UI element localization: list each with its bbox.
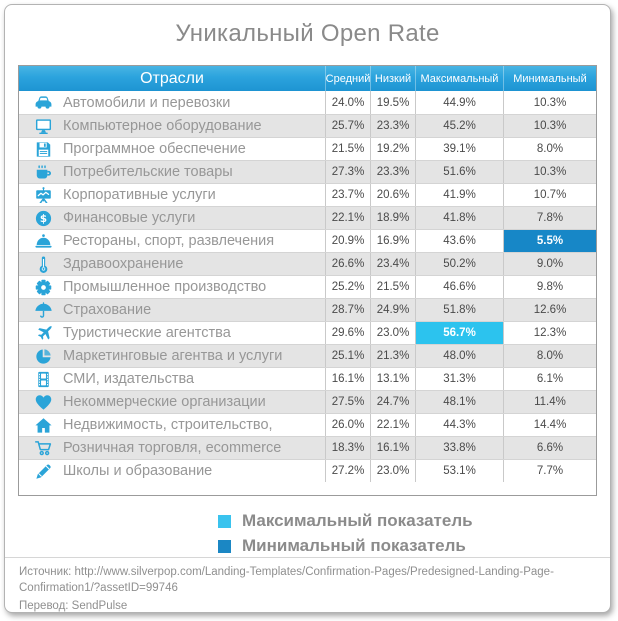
min-cell: 8.0%: [503, 138, 596, 160]
table-row: [19, 298, 596, 321]
low-cell: 19.2%: [370, 138, 415, 160]
monitor-icon: [23, 117, 63, 136]
low-cell: 23.3%: [370, 115, 415, 137]
max-cell: 31.3%: [415, 368, 503, 390]
average-cell: 27.2%: [325, 460, 370, 482]
min-cell: 7.7%: [503, 460, 596, 482]
table-row: [19, 344, 596, 367]
coffee-cup-icon: [23, 163, 63, 182]
industry-label: Здравоохранение: [63, 256, 184, 272]
legend-max-swatch: [218, 515, 231, 528]
low-cell: 13.1%: [370, 368, 415, 390]
table-row: [19, 321, 596, 344]
industry-cell: [19, 276, 325, 298]
average-cell: 29.6%: [325, 322, 370, 344]
industry-cell: [19, 207, 325, 229]
table-row: [19, 137, 596, 160]
average-cell: 25.7%: [325, 115, 370, 137]
industry-label: Компьютерное оборудование: [63, 118, 262, 134]
max-cell: 48.0%: [415, 345, 503, 367]
table-row: [19, 390, 596, 413]
column-header-low: Низкий: [370, 66, 415, 91]
dollar-coin-icon: [23, 209, 63, 228]
max-cell: 43.6%: [415, 230, 503, 252]
min-cell: 10.3%: [503, 161, 596, 183]
average-cell: 27.3%: [325, 161, 370, 183]
industry-label: СМИ, издательства: [63, 371, 195, 387]
column-header-industries: Отрасли: [140, 69, 204, 87]
max-cell: 39.1%: [415, 138, 503, 160]
presentation-board-icon: [23, 186, 63, 205]
low-cell: 22.1%: [370, 414, 415, 436]
table-row: [19, 91, 596, 114]
industry-cell: [19, 437, 325, 459]
max-cell: 50.2%: [415, 253, 503, 275]
gear-icon: [23, 278, 63, 297]
max-cell: 41.9%: [415, 184, 503, 206]
industry-cell: [19, 91, 325, 114]
max-cell: 53.1%: [415, 460, 503, 482]
table-row: [19, 459, 596, 482]
industry-cell: [19, 161, 325, 183]
column-header-average: Средний: [325, 66, 370, 91]
low-cell: 24.7%: [370, 391, 415, 413]
max-cell: 41.8%: [415, 207, 503, 229]
umbrella-icon: [23, 301, 63, 320]
min-cell: 9.0%: [503, 253, 596, 275]
translation-text: Перевод: SendPulse: [19, 600, 128, 612]
industry-label: Потребительские товары: [63, 164, 233, 180]
industry-cell: [19, 345, 325, 367]
min-cell: 5.5%: [503, 230, 596, 252]
industry-label: Корпоративные услуги: [63, 187, 216, 203]
average-cell: 28.7%: [325, 299, 370, 321]
max-cell: 46.6%: [415, 276, 503, 298]
table-row: [19, 252, 596, 275]
table-row: [19, 183, 596, 206]
airplane-icon: [23, 324, 63, 343]
floppy-disk-icon: [23, 140, 63, 159]
min-cell: 10.7%: [503, 184, 596, 206]
average-cell: 25.2%: [325, 276, 370, 298]
low-cell: 20.6%: [370, 184, 415, 206]
max-cell: 51.6%: [415, 161, 503, 183]
min-cell: 10.3%: [503, 91, 596, 114]
column-header-maximum: Максимальный: [415, 66, 503, 91]
industry-label: Рестораны, спорт, развлечения: [63, 233, 275, 249]
table-row: [19, 367, 596, 390]
column-header-minimum: Минимальный: [503, 66, 596, 91]
table-row: [19, 229, 596, 252]
industry-label: Школы и образование: [63, 463, 213, 479]
min-cell: 6.6%: [503, 437, 596, 459]
industry-cell: [19, 115, 325, 137]
legend-min-label: Минимальный показатель: [242, 536, 466, 555]
table-row: [19, 114, 596, 137]
low-cell: 23.4%: [370, 253, 415, 275]
footer: [5, 557, 610, 613]
min-cell: 9.8%: [503, 276, 596, 298]
shopping-cart-icon: [23, 439, 63, 458]
industry-label: Недвижимость, строительство,: [63, 417, 273, 433]
legend-min-item: [218, 535, 610, 557]
average-cell: 26.0%: [325, 414, 370, 436]
industry-label: Туристические агентства: [63, 325, 231, 341]
table-row: [19, 275, 596, 298]
max-cell: 56.7%: [415, 322, 503, 344]
min-cell: 8.0%: [503, 345, 596, 367]
max-cell: 33.8%: [415, 437, 503, 459]
table-row: [19, 436, 596, 459]
low-cell: 21.5%: [370, 276, 415, 298]
industry-cell: [19, 253, 325, 275]
low-cell: 23.0%: [370, 322, 415, 344]
source-text: Источник: http://www.silverpop.com/Landing-Templates/Confirmation-Pages/Predesigned-Landing-Page-Confirmation1/?assetID=99746: [19, 566, 554, 594]
average-cell: 25.1%: [325, 345, 370, 367]
table-row: [19, 206, 596, 229]
heart-icon: [23, 393, 63, 412]
industry-cell: [19, 414, 325, 436]
industry-label: Розничная торговля, ecommerce: [63, 440, 282, 456]
low-cell: 16.9%: [370, 230, 415, 252]
average-cell: 23.7%: [325, 184, 370, 206]
average-cell: 22.1%: [325, 207, 370, 229]
industry-label: Финансовые услуги: [63, 210, 196, 226]
thermometer-icon: [23, 255, 63, 274]
pie-chart-icon: [23, 347, 63, 366]
house-icon: [23, 416, 63, 435]
low-cell: 18.9%: [370, 207, 415, 229]
industry-label: Маркетинговые агентва и услуги: [63, 348, 283, 364]
average-cell: 21.5%: [325, 138, 370, 160]
legend-max-item: [218, 510, 610, 532]
low-cell: 16.1%: [370, 437, 415, 459]
pencil-icon: [23, 462, 63, 481]
low-cell: 23.0%: [370, 460, 415, 482]
low-cell: 23.3%: [370, 161, 415, 183]
min-cell: 11.4%: [503, 391, 596, 413]
industry-cell: [19, 368, 325, 390]
average-cell: 20.9%: [325, 230, 370, 252]
industry-label: Страхование: [63, 302, 152, 318]
min-cell: 12.3%: [503, 322, 596, 344]
table-body: [19, 91, 596, 482]
average-cell: 18.3%: [325, 437, 370, 459]
min-cell: 6.1%: [503, 368, 596, 390]
legend: [218, 510, 610, 557]
film-strip-icon: [23, 370, 63, 389]
low-cell: 24.9%: [370, 299, 415, 321]
open-rate-table: [18, 65, 597, 496]
low-cell: 19.5%: [370, 91, 415, 114]
industry-cell: [19, 391, 325, 413]
industry-cell: [19, 184, 325, 206]
min-cell: 12.6%: [503, 299, 596, 321]
max-cell: 48.1%: [415, 391, 503, 413]
max-cell: 51.8%: [415, 299, 503, 321]
min-cell: 7.8%: [503, 207, 596, 229]
cloche-icon: [23, 232, 63, 251]
car-icon: [23, 93, 63, 112]
industry-label: Некоммерческие организации: [63, 394, 266, 410]
min-cell: 10.3%: [503, 115, 596, 137]
max-cell: 45.2%: [415, 115, 503, 137]
industry-label: Промышленное производство: [63, 279, 267, 295]
average-cell: 16.1%: [325, 368, 370, 390]
average-cell: 26.6%: [325, 253, 370, 275]
average-cell: 24.0%: [325, 91, 370, 114]
table-row: [19, 160, 596, 183]
max-cell: 44.9%: [415, 91, 503, 114]
industry-label: Программное обеспечение: [63, 141, 246, 157]
min-cell: 14.4%: [503, 414, 596, 436]
table-header-row: [19, 66, 596, 91]
table-row: [19, 413, 596, 436]
infographic-card: [4, 4, 611, 613]
industry-cell: [19, 230, 325, 252]
industry-cell: [19, 460, 325, 482]
industry-cell: [19, 299, 325, 321]
industry-cell: [19, 322, 325, 344]
average-cell: 27.5%: [325, 391, 370, 413]
industry-cell: [19, 138, 325, 160]
low-cell: 21.3%: [370, 345, 415, 367]
page-title: Уникальный Open Rate: [175, 20, 440, 47]
industry-label: Автомобили и перевозки: [63, 94, 231, 111]
legend-max-label: Максимальный показатель: [242, 511, 473, 530]
max-cell: 44.3%: [415, 414, 503, 436]
legend-min-swatch: [218, 540, 231, 553]
